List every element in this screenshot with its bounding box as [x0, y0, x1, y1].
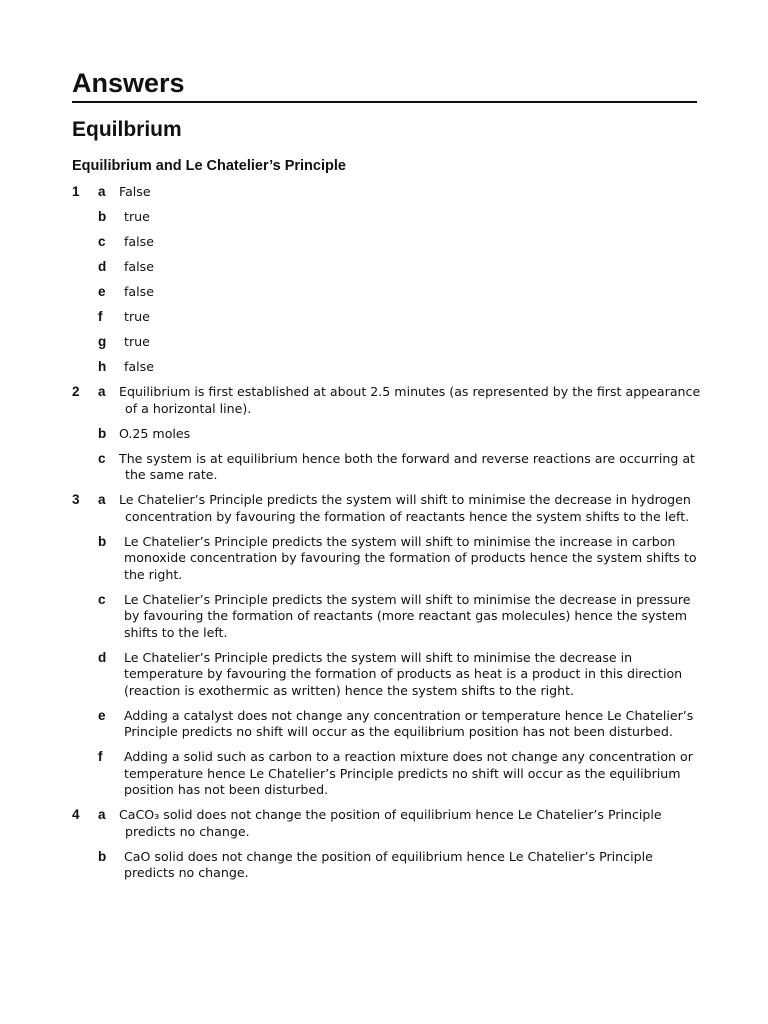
question-number: 1: [72, 184, 80, 199]
part-text: False: [119, 184, 151, 199]
part-label: a: [98, 492, 106, 507]
answer-part: [72, 592, 702, 642]
part-label: b: [98, 848, 107, 864]
part-text: Le Chatelier’s Principle predicts the system will shift to minimise the increase in carbon monoxide concentration by favouring the formation of products hence the system shifts to the right.: [124, 533, 697, 582]
answer-part: [72, 807, 702, 840]
answer-part: [72, 309, 702, 326]
part-text: CaO solid does not change the position of equilibrium hence Le Chatelier’s Principle predicts no change.: [124, 848, 653, 880]
part-text: true: [124, 334, 150, 349]
part-text: Adding a solid such as carbon to a reaction mixture does not change any concentration or temperature hence Le Chatelier’s Principle predicts no shift will occur as the equilibrium position has not been disturbed.: [124, 749, 693, 797]
question-number: 3: [72, 492, 80, 507]
part-text: The system is at equilibrium hence both the forward and reverse reactions are occurring at the same rate.: [119, 450, 695, 482]
part-label: a: [98, 184, 106, 199]
answer-part: [72, 492, 702, 525]
question-1: [72, 184, 702, 376]
question-4: [72, 807, 702, 882]
part-label: g: [98, 334, 107, 349]
question-3: [72, 492, 702, 799]
section-heading: Equilbrium: [72, 118, 182, 141]
part-label: a: [98, 384, 106, 399]
answer-part: [72, 749, 702, 799]
answer-part: [72, 334, 702, 351]
subsection-heading: Equilibrium and Le Chatelier’s Principle: [72, 158, 346, 174]
answer-part: [72, 384, 702, 417]
part-text: false: [124, 234, 154, 249]
answer-part: [72, 534, 702, 584]
answer-part: [72, 259, 702, 276]
part-text: false: [124, 359, 154, 374]
part-label: b: [98, 209, 107, 224]
answer-part: [72, 426, 702, 443]
part-label: c: [98, 234, 106, 249]
answer-part: [72, 234, 702, 251]
part-text: true: [124, 309, 150, 324]
part-text: CaCO₃ solid does not change the position of equilibrium hence Le Chatelier’s Principle predicts no change.: [119, 807, 662, 839]
part-label: f: [98, 309, 103, 324]
part-label: d: [98, 259, 107, 274]
part-text: Equilibrium is first established at about 2.5 minutes (as represented by the first appearance of a horizontal line).: [119, 384, 701, 416]
part-text: Le Chatelier’s Principle predicts the system will shift to minimise the decrease in temperature by favouring the formation of products as heat is a product in this direction (reaction is exothermic as written) hence the system shifts to the right.: [124, 649, 683, 698]
question-2: [72, 384, 702, 484]
part-text: Adding a catalyst does not change any concentration or temperature hence Le Chatelier’s Principle predicts no shift will occur as the equilibrium position has not been disturbed.: [124, 707, 694, 739]
answer-part: [72, 284, 702, 301]
part-label: a: [98, 807, 106, 822]
page-title: Answers: [72, 68, 185, 98]
answer-part: [72, 359, 702, 376]
part-label: h: [98, 359, 107, 374]
question-number: 4: [72, 807, 80, 822]
part-label: b: [98, 533, 107, 549]
answer-part: [72, 650, 702, 700]
part-label: b: [98, 425, 107, 441]
part-label: e: [98, 707, 106, 723]
part-label: d: [98, 649, 107, 665]
answer-part: [72, 184, 702, 201]
question-number: 2: [72, 384, 80, 399]
answer-part: [72, 708, 702, 741]
part-label: f: [98, 749, 103, 764]
part-label: e: [98, 284, 106, 299]
part-label: c: [98, 591, 106, 607]
answer-list: [72, 184, 702, 890]
title-divider: [72, 101, 697, 103]
part-text: O.25 moles: [119, 425, 191, 441]
answer-part: [72, 451, 702, 484]
part-text: Le Chatelier’s Principle predicts the system will shift to minimise the decrease in pressure by favouring the formation of reactants (more reactant gas molecules) hence the system shifts to the left.: [124, 591, 691, 640]
part-label: c: [98, 450, 106, 466]
part-text: false: [124, 284, 154, 299]
part-text: Le Chatelier’s Principle predicts the system will shift to minimise the decrease in hydrogen concentration by favouring the formation of reactants hence the system shifts to the left.: [119, 492, 691, 524]
answer-part: [72, 849, 702, 882]
answer-part: [72, 209, 702, 226]
part-text: false: [124, 259, 154, 274]
part-text: true: [124, 209, 150, 224]
